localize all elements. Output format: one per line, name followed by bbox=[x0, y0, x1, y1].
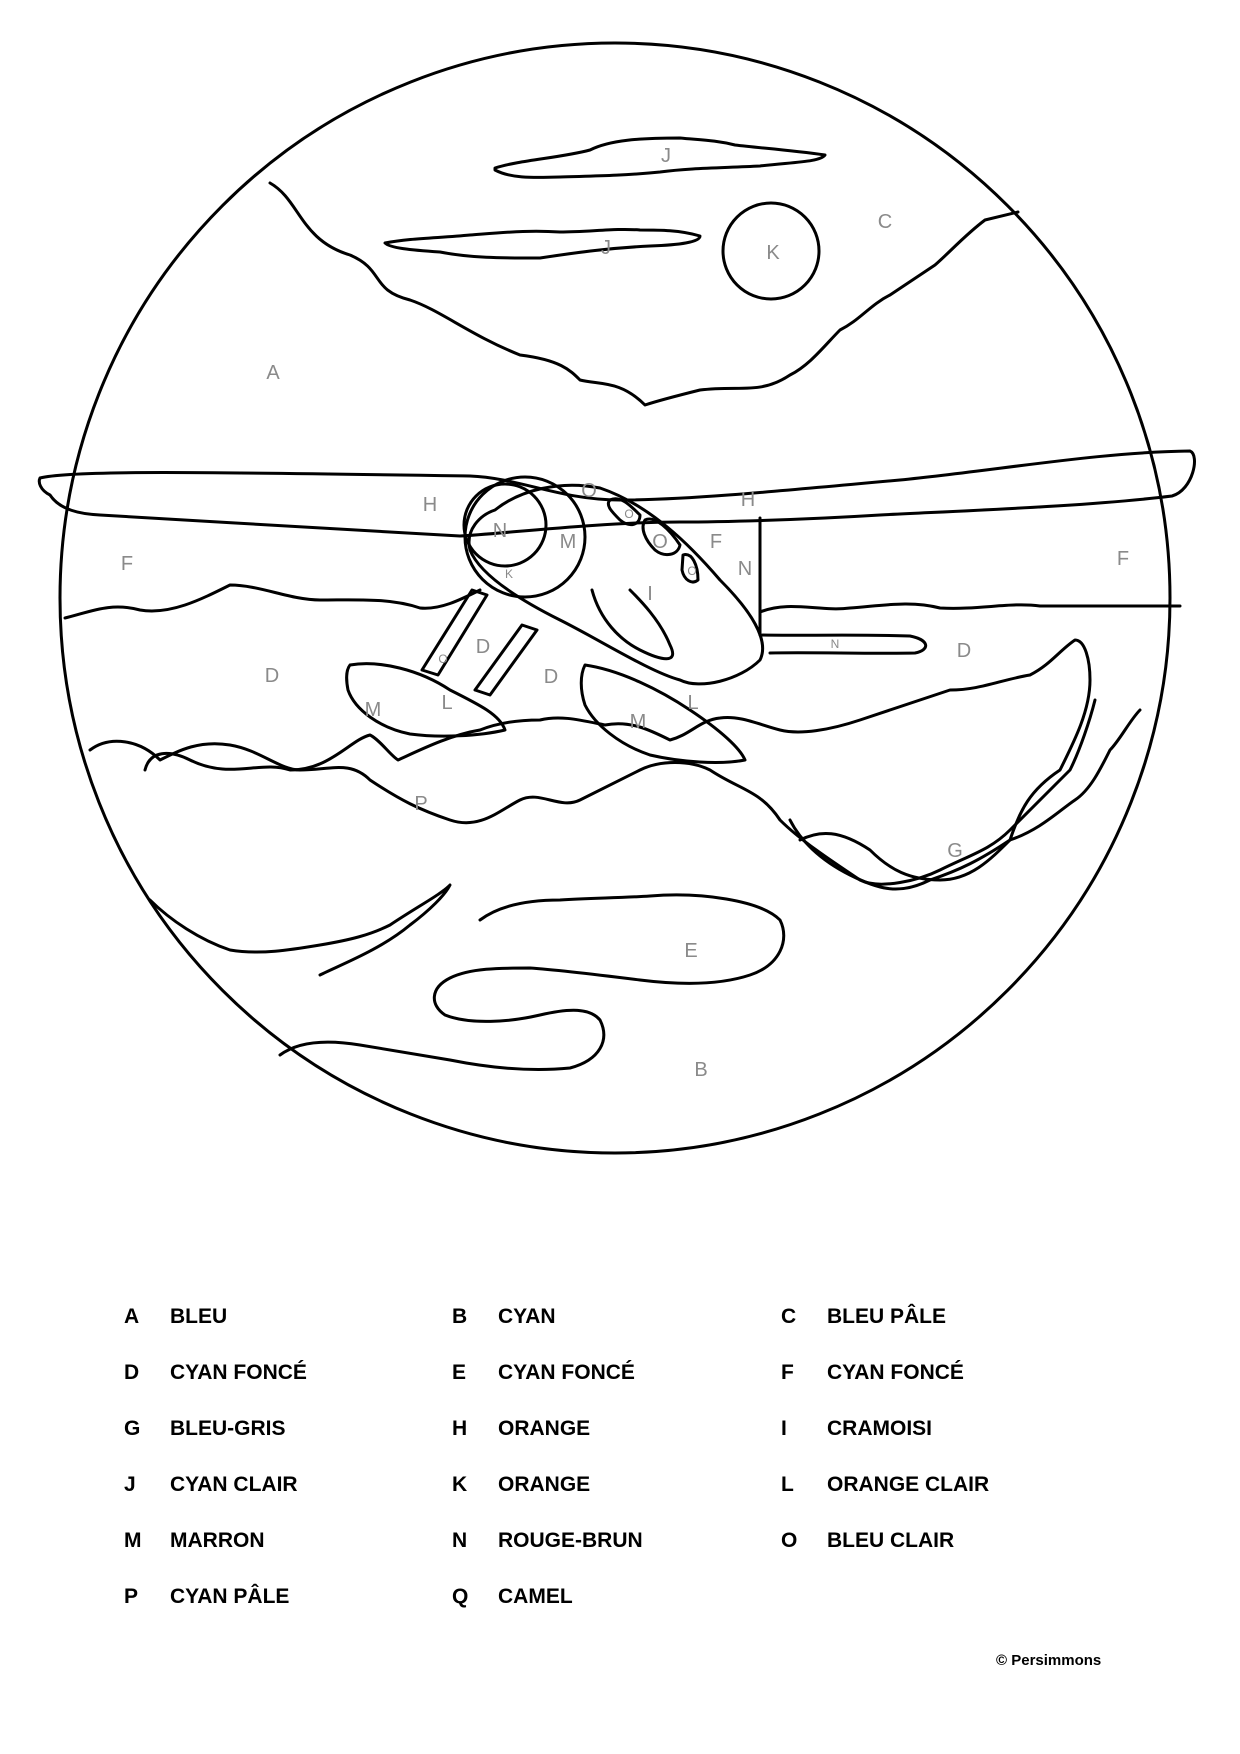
zone-label-d: D bbox=[543, 666, 559, 688]
legend-color-name: BLEU CLAIR bbox=[827, 1529, 955, 1552]
legend-letter: P bbox=[124, 1585, 139, 1608]
water-wave-e bbox=[280, 895, 784, 1070]
cloud-j-bottom bbox=[385, 229, 700, 258]
legend-letter: E bbox=[452, 1361, 467, 1384]
copyright-credit: © Persimmons bbox=[996, 1652, 1102, 1669]
zone-label-j: J bbox=[661, 145, 671, 167]
zone-label-k: K bbox=[766, 242, 780, 264]
zone-label-o: O bbox=[687, 564, 697, 578]
legend-color-name: ORANGE CLAIR bbox=[827, 1473, 990, 1496]
plane-tail bbox=[760, 518, 926, 653]
legend-letter: M bbox=[124, 1529, 142, 1552]
legend-color-name: CAMEL bbox=[498, 1585, 573, 1608]
zone-label-o: O bbox=[652, 531, 668, 553]
zone-label-d: D bbox=[475, 636, 491, 658]
water-line-left bbox=[65, 585, 480, 618]
legend-letter: A bbox=[124, 1305, 140, 1328]
zone-label-f: F bbox=[120, 553, 134, 575]
zone-label-g: G bbox=[947, 840, 963, 862]
legend-color-name: CYAN FONCÉ bbox=[498, 1361, 635, 1384]
legend-letter: Q bbox=[452, 1585, 469, 1608]
legend-letter: D bbox=[124, 1361, 140, 1384]
legend-color-name: BLEU-GRIS bbox=[170, 1417, 286, 1440]
zone-label-d: D bbox=[956, 640, 972, 662]
legend-color-name: ORANGE bbox=[498, 1417, 591, 1440]
zone-label-n: N bbox=[737, 558, 753, 580]
legend-color-name: ROUGE-BRUN bbox=[498, 1529, 643, 1552]
legend-letter: K bbox=[452, 1473, 468, 1496]
legend-letter: O bbox=[781, 1529, 798, 1552]
water-wave-lower bbox=[90, 700, 1095, 884]
legend-color-name: CYAN CLAIR bbox=[170, 1473, 298, 1496]
zone-label-l: L bbox=[441, 692, 453, 714]
zone-label-o: O bbox=[624, 507, 634, 521]
cloud-j-top bbox=[495, 138, 825, 177]
zone-label-p: P bbox=[414, 793, 428, 815]
zone-label-h: H bbox=[422, 494, 438, 516]
legend-letter: F bbox=[781, 1361, 794, 1384]
legend-color-name: MARRON bbox=[170, 1529, 265, 1552]
wave-g bbox=[790, 710, 1140, 889]
zone-label-n: N bbox=[492, 520, 508, 542]
legend-color-name: ORANGE bbox=[498, 1473, 591, 1496]
legend-letter: C bbox=[781, 1305, 797, 1328]
zone-label-i: I bbox=[647, 583, 653, 605]
legend-letter: L bbox=[781, 1473, 794, 1496]
legend-color-name: CYAN PÂLE bbox=[170, 1585, 290, 1608]
zone-label-o: O bbox=[438, 652, 448, 666]
zone-label-f: F bbox=[709, 531, 723, 553]
legend-letter: I bbox=[781, 1417, 787, 1440]
legend-letter: G bbox=[124, 1417, 141, 1440]
plane-strut-inner bbox=[592, 590, 673, 659]
zone-label-n: N bbox=[830, 637, 840, 651]
zone-label-b: B bbox=[694, 1059, 708, 1081]
legend-color-name: CYAN FONCÉ bbox=[170, 1361, 307, 1384]
zone-label-j: J bbox=[601, 237, 611, 259]
legend-color-name: BLEU PÂLE bbox=[827, 1305, 947, 1328]
zone-label-k: K bbox=[504, 567, 514, 581]
legend-color-name: CYAN FONCÉ bbox=[827, 1361, 964, 1384]
zone-label-d: D bbox=[264, 665, 280, 687]
sky-cloud-outline bbox=[270, 183, 1018, 405]
water-line-right bbox=[760, 604, 1180, 612]
legend-letter: J bbox=[124, 1473, 136, 1496]
legend-color-name: CYAN bbox=[498, 1305, 556, 1328]
zone-label-o: O bbox=[581, 480, 597, 502]
zone-label-h: H bbox=[740, 489, 756, 511]
legend-color-name: BLEU bbox=[170, 1305, 228, 1328]
zone-label-m: M bbox=[559, 531, 577, 553]
zone-label-f: F bbox=[1116, 548, 1130, 570]
zone-label-c: C bbox=[877, 211, 893, 233]
legend-color-name: CRAMOISI bbox=[827, 1417, 932, 1440]
zone-label-a: A bbox=[266, 362, 280, 384]
zone-label-l: L bbox=[687, 692, 699, 714]
legend-letter: N bbox=[452, 1529, 468, 1552]
zone-label-e: E bbox=[684, 940, 698, 962]
zone-label-m: M bbox=[364, 699, 382, 721]
legend-letter: H bbox=[452, 1417, 468, 1440]
frame-circle bbox=[60, 43, 1170, 1153]
legend-letter: B bbox=[452, 1305, 468, 1328]
zone-label-m: M bbox=[629, 711, 647, 733]
